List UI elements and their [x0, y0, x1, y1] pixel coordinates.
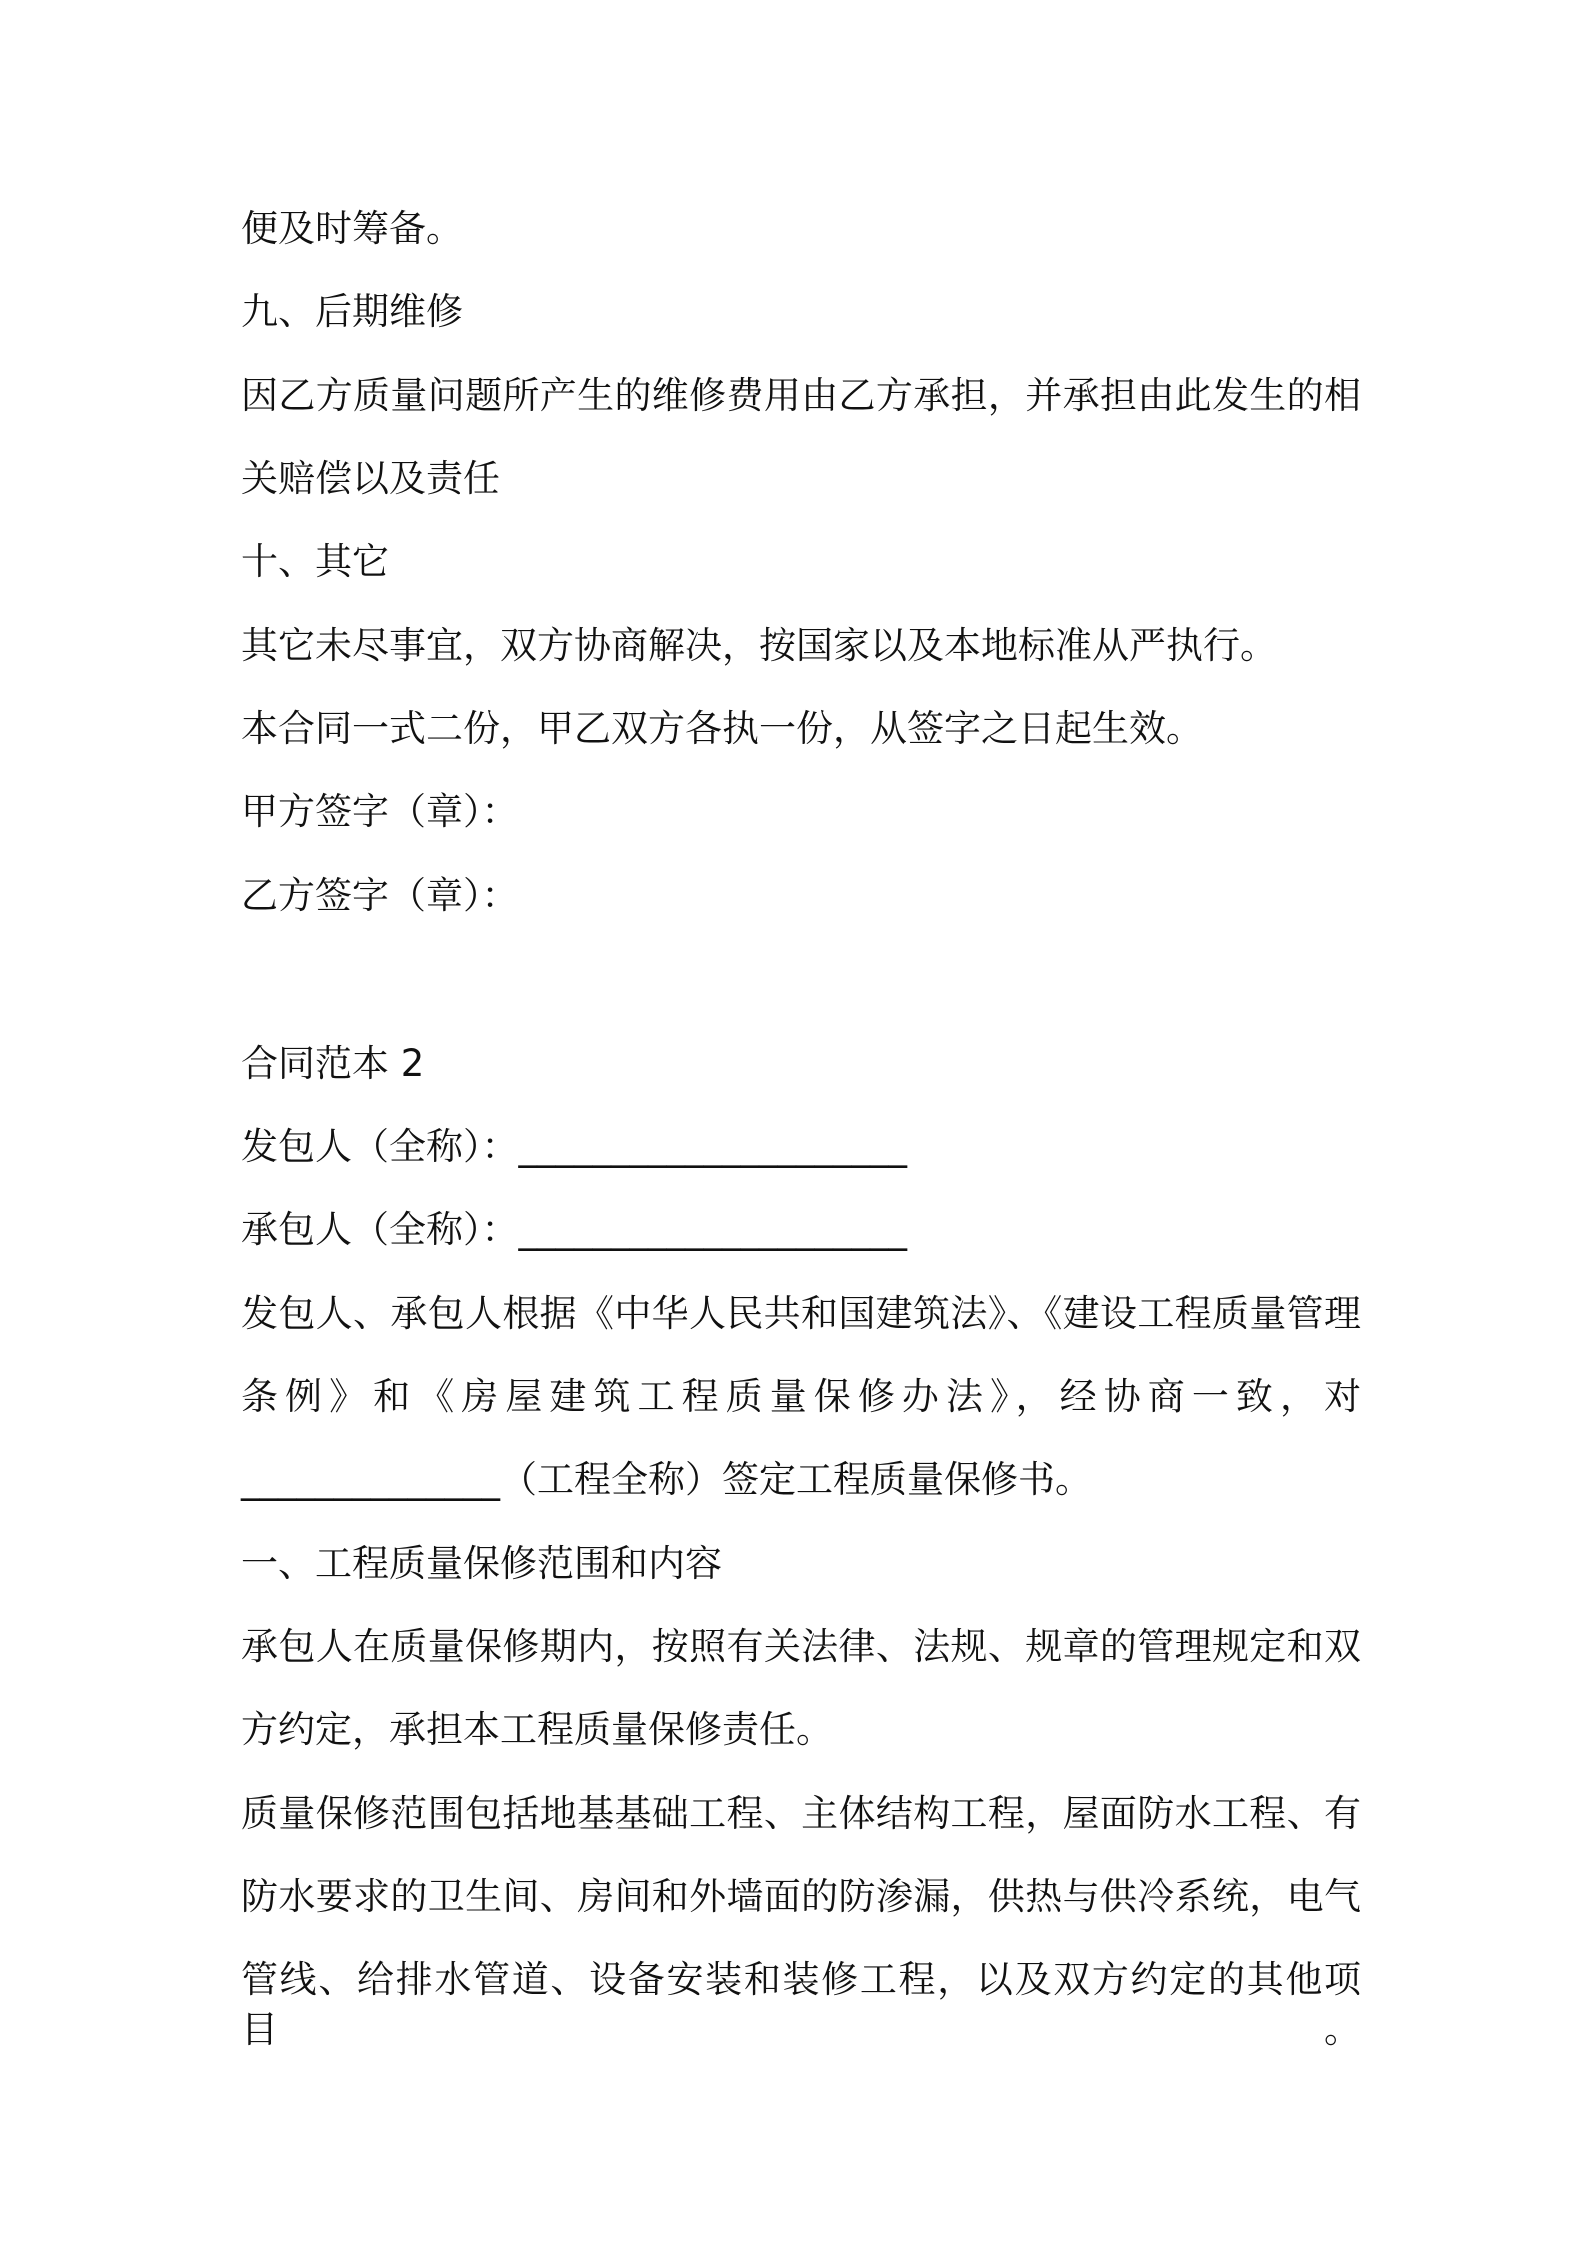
text-line-continuation: 便及时筹备。 — [241, 207, 463, 250]
employer-name-field: 发包人（全称）：_____________________ — [241, 1125, 907, 1168]
section-heading-nine: 九、后期维修 — [241, 290, 463, 333]
paragraph-responsibility-line-1: 承包人在质量保修期内，按照有关法律、法规、规章的管理规定和双 — [241, 1625, 1361, 1668]
paragraph-other-matters: 其它未尽事宜，双方协商解决，按国家以及本地标准从严执行。 — [241, 624, 1277, 667]
section-heading-ten: 十、其它 — [241, 540, 389, 583]
paragraph-scope-line-1: 质量保修范围包括地基基础工程、主体结构工程，屋面防水工程、有 — [241, 1792, 1361, 1835]
contract-template-heading: 合同范本 2 — [241, 1042, 425, 1085]
paragraph-contract-copies: 本合同一式二份，甲乙双方各执一份，从签字之日起生效。 — [241, 707, 1203, 750]
paragraph-scope-line-3: 管线、给排水管道、设备安装和装修工程，以及双方约定的其他项目。 — [241, 1958, 1361, 2051]
paragraph-basis-line-3: ______________（工程全称）签定工程质量保修书。 — [241, 1458, 1092, 1501]
contractor-name-field: 承包人（全称）：_____________________ — [241, 1208, 907, 1251]
paragraph-maintenance-line-1: 因乙方质量问题所产生的维修费用由乙方承担，并承担由此发生的相 — [241, 374, 1361, 417]
paragraph-scope-line-2: 防水要求的卫生间、房间和外墙面的防渗漏，供热与供冷系统，电气 — [241, 1875, 1361, 1918]
paragraph-responsibility-line-2: 方约定，承担本工程质量保修责任。 — [241, 1708, 833, 1751]
paragraph-maintenance-line-2: 关赔偿以及责任 — [241, 457, 500, 500]
paragraph-basis-line-2: 条例》和《房屋建筑工程质量保修办法》，经协商一致，对 — [241, 1375, 1361, 1418]
paragraph-basis-line-1: 发包人、承包人根据《中华人民共和国建筑法》、《建设工程质量管理 — [241, 1292, 1361, 1335]
party-b-signature-label: 乙方签字（章）： — [241, 874, 519, 917]
section-heading-one: 一、工程质量保修范围和内容 — [241, 1542, 722, 1585]
party-a-signature-label: 甲方签字（章）： — [241, 790, 519, 833]
